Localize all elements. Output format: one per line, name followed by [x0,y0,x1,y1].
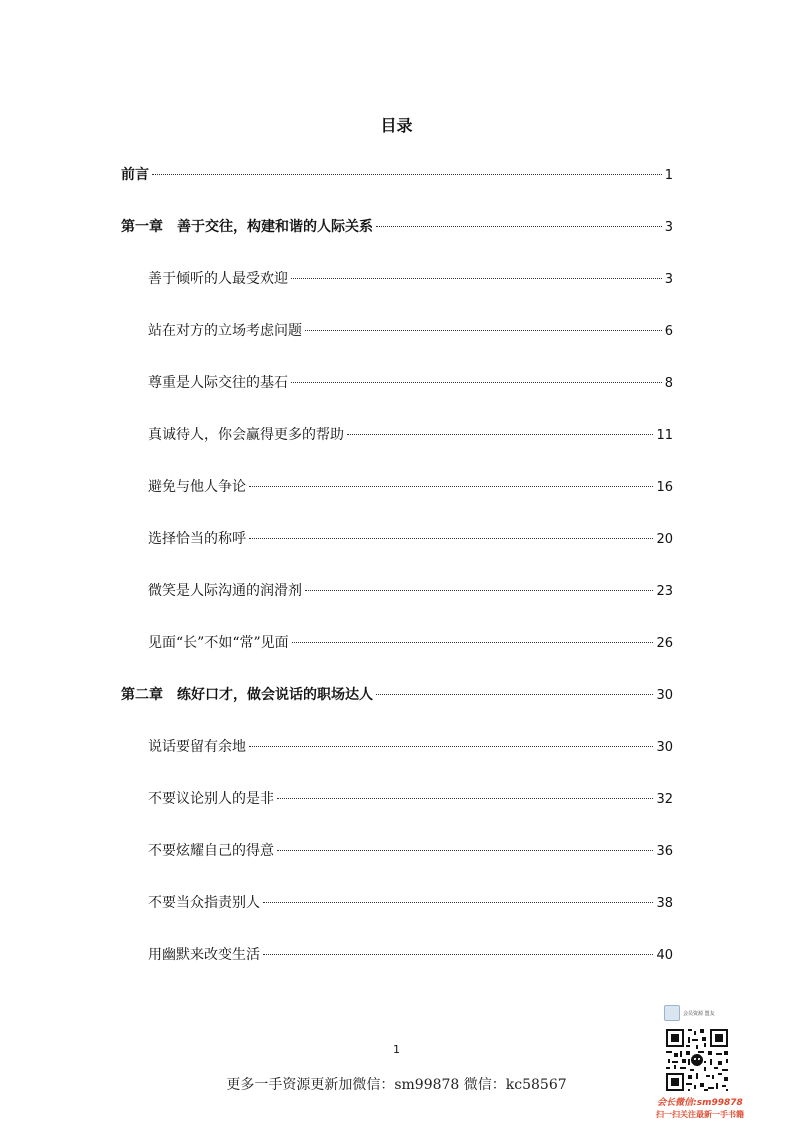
toc-entry-section[interactable] [148,893,673,913]
toc-entry-page: 3 [664,272,673,287]
toc-entry-label: 避免与他人争论 [148,479,246,495]
dot-leader [249,485,653,487]
dot-leader [277,849,653,851]
toc-entry-page: 36 [656,844,673,859]
toc-entry-section[interactable] [148,425,673,445]
toc-entry-section[interactable] [148,789,673,809]
toc-entry-page: 30 [656,688,673,703]
footer-note: 更多一手资源更新加微信：sm99878 微信：kc58567 [226,1077,567,1093]
toc-entry-page: 20 [656,532,673,547]
dot-leader [347,433,653,435]
toc-entry-section[interactable] [148,737,673,757]
dot-leader [376,225,662,227]
toc-entry-section[interactable] [148,581,673,601]
toc-entry-label: 说话要留有余地 [148,739,246,755]
qr-subcaption: 扫一扫关注最新一手书籍 [656,1110,744,1119]
page-title: 目录 [380,116,413,135]
dot-leader [263,953,653,955]
toc-entry-label: 不要炫耀自己的得意 [148,843,274,859]
toc-entry-label: 微笑是人际沟通的润滑剂 [148,583,302,599]
toc-entry-page: 3 [664,220,673,235]
toc-entry-section[interactable] [148,945,673,965]
qr-header-text: 会员资源 盟友 [683,1010,715,1017]
toc-entry-section[interactable] [148,373,673,393]
toc-entry-page: 32 [656,792,673,807]
toc-entry-label: 站在对方的立场考虑问题 [148,323,302,339]
toc-entry-chapter-2[interactable] [121,685,673,705]
qr-caption: 会长微信:sm99878 [657,1098,743,1108]
toc-entry-page: 1 [664,168,673,183]
toc-entry-label: 前言 [121,167,149,183]
dot-leader [291,381,662,383]
toc-entry-label: 见面“长”不如“常”见面 [148,635,289,651]
toc-entry-page: 6 [664,324,673,339]
toc-entry-page: 11 [656,428,673,443]
dot-leader [305,329,662,331]
toc-entry-label: 用幽默来改变生活 [148,947,260,963]
toc-entry-label: 善于倾听的人最受欢迎 [148,271,288,287]
qr-header [664,1003,744,1023]
toc-entry-section[interactable] [148,321,673,341]
toc-entry-section[interactable] [148,477,673,497]
toc-entry-section[interactable] [148,269,673,289]
toc-entry-page: 38 [656,896,673,911]
dot-leader [376,693,653,695]
qr-code-icon [664,1027,730,1093]
dot-leader [249,745,653,747]
toc-entry-section[interactable] [148,633,673,653]
toc-entry-label: 尊重是人际交往的基石 [148,375,288,391]
toc-entry-chapter-1[interactable] [121,217,673,237]
toc-entry-label: 第一章 善于交往，构建和谐的人际关系 [121,219,373,235]
toc-entry-section[interactable] [148,841,673,861]
toc-entry-page: 16 [656,480,673,495]
toc-entry-section[interactable] [148,529,673,549]
dot-leader [305,589,653,591]
toc-entry-label: 不要当众指责别人 [148,895,260,911]
toc-entry-label: 真诚待人，你会赢得更多的帮助 [148,427,344,443]
dot-leader [292,641,654,643]
dot-leader [291,277,662,279]
qr-block[interactable] [640,1003,760,1121]
dot-leader [277,797,653,799]
dot-leader [152,173,662,175]
toc-entry-page: 23 [656,584,673,599]
dot-leader [249,537,653,539]
avatar [664,1005,680,1021]
toc-entry-label: 不要议论别人的是非 [148,791,274,807]
page-number: 1 [393,1043,400,1056]
dot-leader [263,901,653,903]
toc-entry-preface[interactable] [121,165,673,185]
toc-entry-label: 选择恰当的称呼 [148,531,246,547]
toc-entry-page: 40 [656,948,673,963]
toc-entry-label: 第二章 练好口才，做会说话的职场达人 [121,687,373,703]
toc-entry-page: 30 [656,740,673,755]
toc-entry-page: 26 [656,636,673,651]
toc-entry-page: 8 [664,376,673,391]
